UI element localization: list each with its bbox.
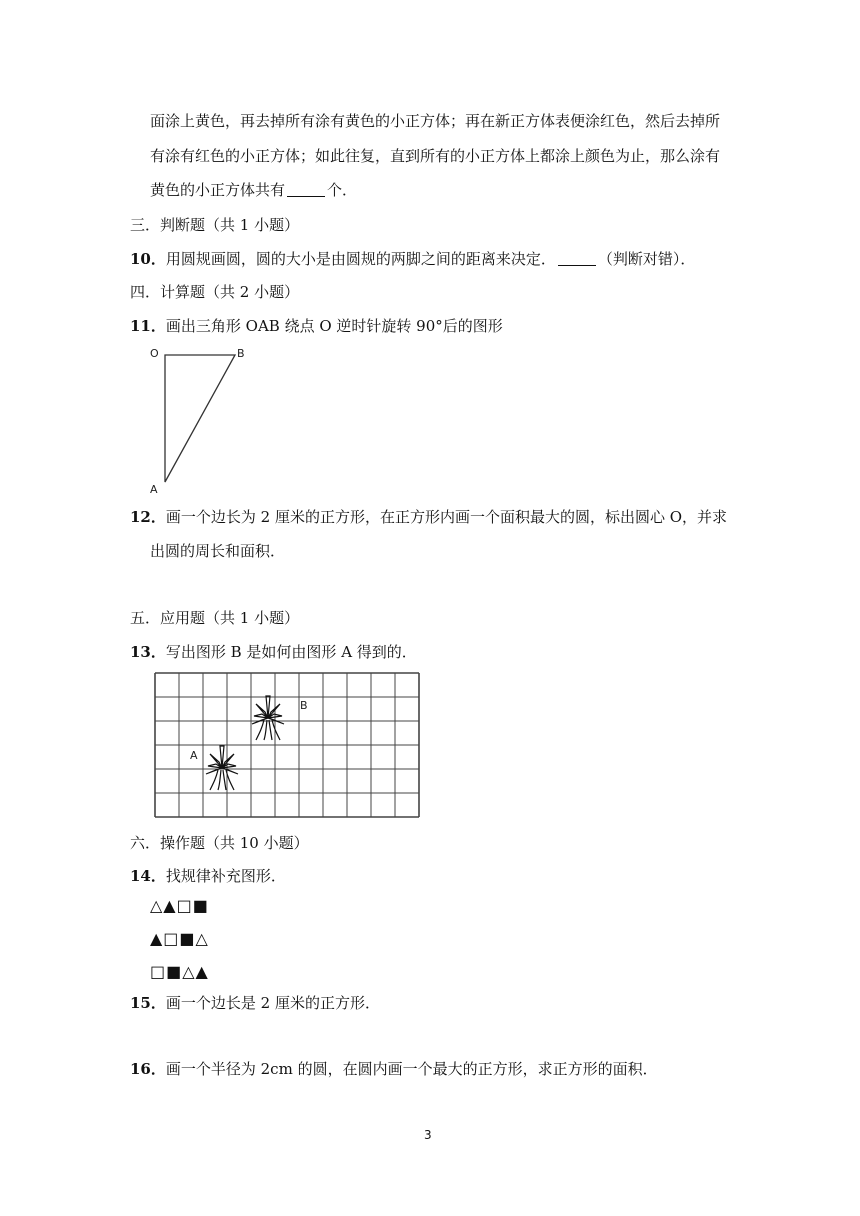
section-3-title: 三．判断题（共 1 小题） bbox=[130, 216, 300, 234]
q12-line-2: 出圆的周长和面积． bbox=[150, 542, 286, 560]
triangle-oab bbox=[165, 355, 235, 482]
section-5-title: 五．应用题（共 1 小题） bbox=[130, 609, 300, 627]
q11 bbox=[130, 316, 503, 336]
q12-number: 12． bbox=[130, 508, 166, 526]
q13-number: 13． bbox=[130, 643, 166, 661]
q10-text: 用圆规画圆，圆的大小是由圆规的两脚之间的距离来决定． bbox=[165, 250, 556, 268]
q15 bbox=[130, 993, 380, 1013]
q9-answer-blank bbox=[287, 182, 325, 197]
q10-tail: （判断对错）． bbox=[597, 250, 696, 268]
q10-number: 10． bbox=[130, 250, 166, 268]
pattern-row-1: △▲□■ bbox=[150, 896, 209, 915]
q14-text: 找规律补充图形． bbox=[165, 867, 286, 885]
point-a-label: A bbox=[150, 483, 158, 496]
figure-a-label: A bbox=[190, 749, 198, 762]
point-o-label: O bbox=[150, 347, 159, 360]
section-6-title: 六．操作题（共 10 小题） bbox=[130, 834, 309, 852]
flower-a-figure bbox=[206, 746, 238, 790]
q16-number: 16． bbox=[130, 1060, 166, 1078]
flower-b-figure bbox=[252, 696, 284, 740]
q14-number: 14． bbox=[130, 867, 166, 885]
q9-continuation-line-1: 面涂上黄色，再去掉所有涂有黄色的小正方体；再在新正方体表便涂红色，然后去掉所 bbox=[150, 112, 721, 130]
q13-text: 写出图形 B 是如何由图形 A 得到的． bbox=[165, 643, 417, 661]
pattern-row-3: □■△▲ bbox=[150, 962, 209, 981]
q11-number: 11． bbox=[130, 317, 166, 335]
q10 bbox=[130, 249, 695, 269]
page-number: 3 bbox=[424, 1128, 432, 1142]
figure-b-label: B bbox=[300, 699, 308, 712]
q9-text-end: 个． bbox=[327, 181, 358, 199]
q15-number: 15． bbox=[130, 994, 166, 1012]
q15-text: 画一个边长是 2 厘米的正方形． bbox=[165, 994, 380, 1012]
q9-continuation-line-2: 有涂有红色的小正方体；如此往复，直到所有的小正方体上都涂上颜色为止，那么涂有 bbox=[150, 147, 721, 165]
point-b-label: B bbox=[237, 347, 245, 360]
grid-figure bbox=[150, 668, 425, 820]
grid-lines bbox=[155, 673, 419, 817]
q16 bbox=[130, 1059, 658, 1079]
q9-continuation-line-3 bbox=[150, 180, 357, 200]
q14 bbox=[130, 866, 286, 886]
pattern-row-2: ▲□■△ bbox=[150, 929, 209, 948]
q10-answer-blank bbox=[558, 251, 596, 266]
triangle-oab-figure bbox=[145, 340, 255, 498]
q12-line-1 bbox=[130, 507, 727, 527]
q9-text: 黄色的小正方体共有 bbox=[150, 181, 286, 199]
q12-text: 画一个边长为 2 厘米的正方形，在正方形内画一个面积最大的圆，标出圆心 O，并求 bbox=[165, 508, 728, 526]
q16-text: 画一个半径为 2cm 的圆，在圆内画一个最大的正方形，求正方形的面积． bbox=[165, 1060, 658, 1078]
q13 bbox=[130, 642, 417, 662]
section-4-title: 四．计算题（共 2 小题） bbox=[130, 283, 300, 301]
q11-text: 画出三角形 OAB 绕点 O 逆时针旋转 90°后的图形 bbox=[165, 317, 503, 335]
